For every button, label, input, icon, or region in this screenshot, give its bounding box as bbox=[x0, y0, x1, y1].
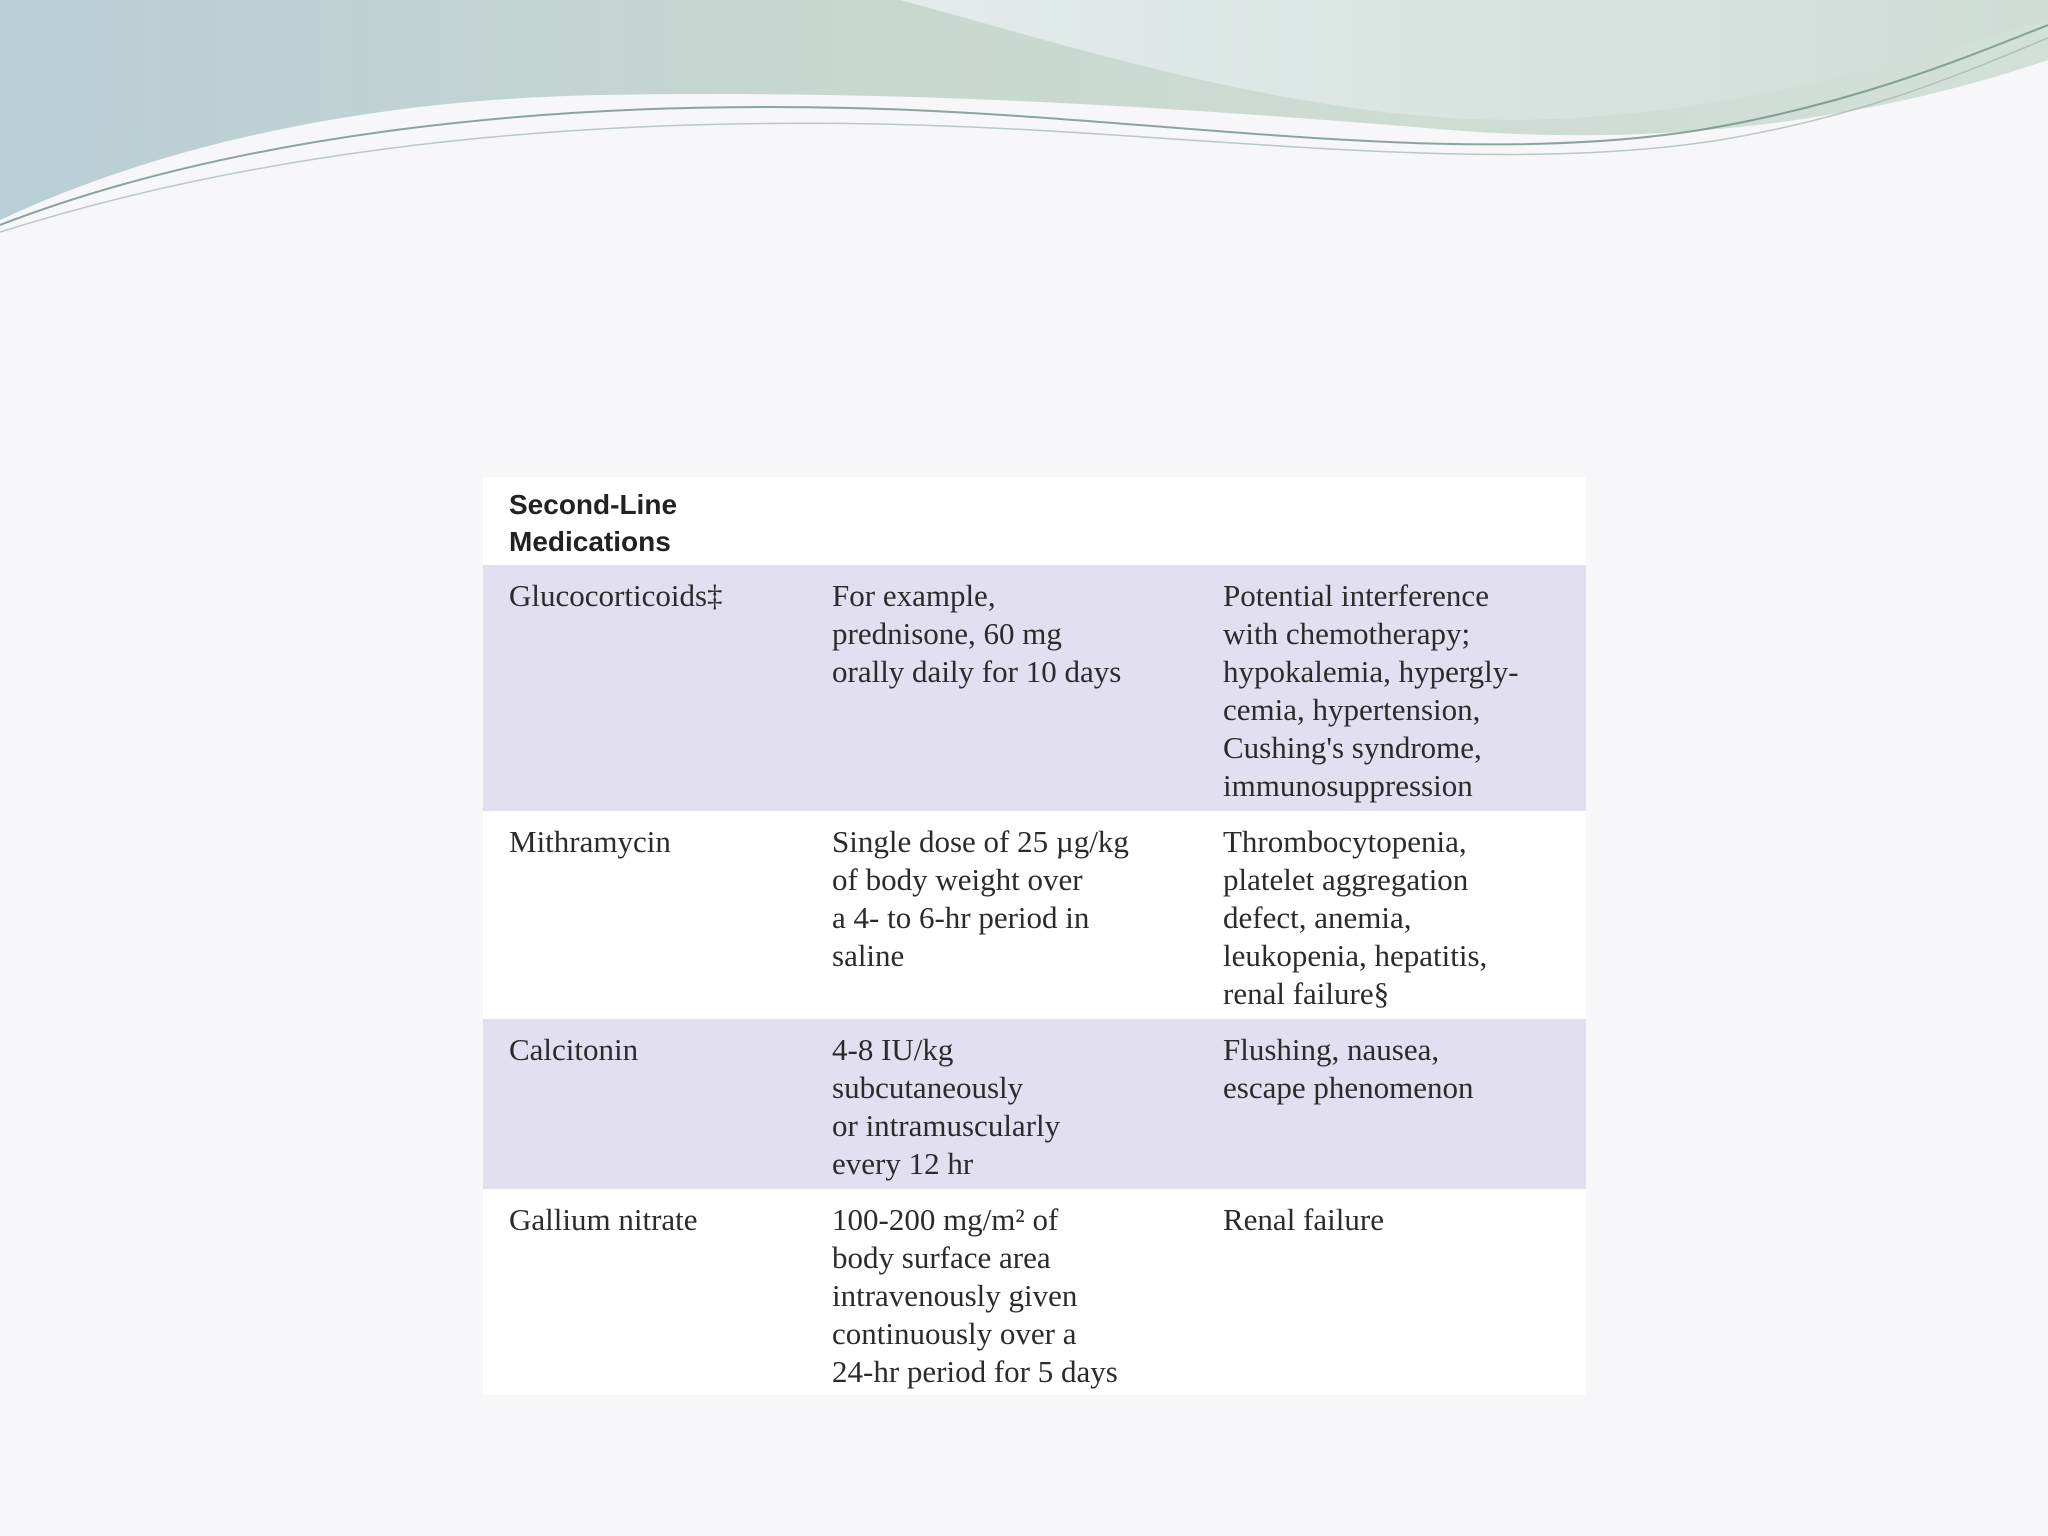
table-row bbox=[483, 811, 1586, 1019]
cell-line: or intramuscularly bbox=[832, 1108, 1061, 1143]
table-row bbox=[483, 1189, 1586, 1395]
cell-line: every 12 hr bbox=[832, 1146, 974, 1181]
cell-line: leukopenia, hepatitis, bbox=[1223, 938, 1488, 973]
table-header-row bbox=[483, 477, 1586, 565]
title-line: Medications bbox=[509, 526, 671, 557]
cell-line: a 4- to 6-hr period in bbox=[832, 900, 1090, 935]
cell-line: intravenously given bbox=[832, 1278, 1078, 1313]
cell-line: platelet aggregation bbox=[1223, 862, 1469, 897]
cell-line: Potential interference bbox=[1223, 578, 1489, 613]
dose-cell bbox=[832, 1031, 1192, 1183]
cell-line: Single dose of 25 µg/kg bbox=[832, 824, 1129, 859]
cell-line: of body weight over bbox=[832, 862, 1083, 897]
cell-line: For example, bbox=[832, 578, 996, 613]
cell-line: immunosuppression bbox=[1223, 768, 1473, 803]
cell-line: 24-hr period for 5 days bbox=[832, 1354, 1118, 1389]
dose-cell bbox=[832, 1201, 1192, 1391]
dose-cell bbox=[832, 823, 1192, 975]
cell-line: body surface area bbox=[832, 1240, 1051, 1275]
cell-line: Glucocorticoids‡ bbox=[509, 578, 723, 613]
side-effects-cell bbox=[1223, 577, 1573, 805]
cell-line: Mithramycin bbox=[509, 824, 671, 859]
cell-line: Thrombocytopenia, bbox=[1223, 824, 1467, 859]
medication-cell bbox=[509, 1031, 809, 1069]
cell-line: 100-200 mg/m² of bbox=[832, 1202, 1059, 1237]
cell-line: prednisone, 60 mg bbox=[832, 616, 1062, 651]
cell-line: Renal failure bbox=[1223, 1202, 1384, 1237]
cell-line: hypokalemia, hypergly- bbox=[1223, 654, 1519, 689]
cell-line: Flushing, nausea, bbox=[1223, 1032, 1440, 1067]
dose-cell bbox=[832, 577, 1192, 691]
second-line-medications-table bbox=[483, 477, 1586, 1395]
cell-line: orally daily for 10 days bbox=[832, 654, 1122, 689]
cell-line: subcutaneously bbox=[832, 1070, 1024, 1105]
medication-cell bbox=[509, 577, 809, 615]
cell-line: 4-8 IU/kg bbox=[832, 1032, 954, 1067]
cell-line: defect, anemia, bbox=[1223, 900, 1412, 935]
medication-cell bbox=[509, 1201, 809, 1239]
cell-line: escape phenomenon bbox=[1223, 1070, 1474, 1105]
cell-line: Gallium nitrate bbox=[509, 1202, 698, 1237]
cell-line: with chemotherapy; bbox=[1223, 616, 1471, 651]
table-row bbox=[483, 565, 1586, 811]
cell-line: continuously over a bbox=[832, 1316, 1077, 1351]
title-line: Second-Line bbox=[509, 489, 678, 520]
side-effects-cell bbox=[1223, 1031, 1573, 1107]
table-section-title bbox=[509, 486, 769, 560]
cell-line: renal failure§ bbox=[1223, 976, 1390, 1011]
cell-line: cemia, hypertension, bbox=[1223, 692, 1481, 727]
table-row bbox=[483, 1019, 1586, 1189]
cell-line: Cushing's syndrome, bbox=[1223, 730, 1482, 765]
side-effects-cell bbox=[1223, 1201, 1573, 1239]
medication-cell bbox=[509, 823, 809, 861]
cell-line: saline bbox=[832, 938, 905, 973]
side-effects-cell bbox=[1223, 823, 1573, 1013]
cell-line: Calcitonin bbox=[509, 1032, 639, 1067]
